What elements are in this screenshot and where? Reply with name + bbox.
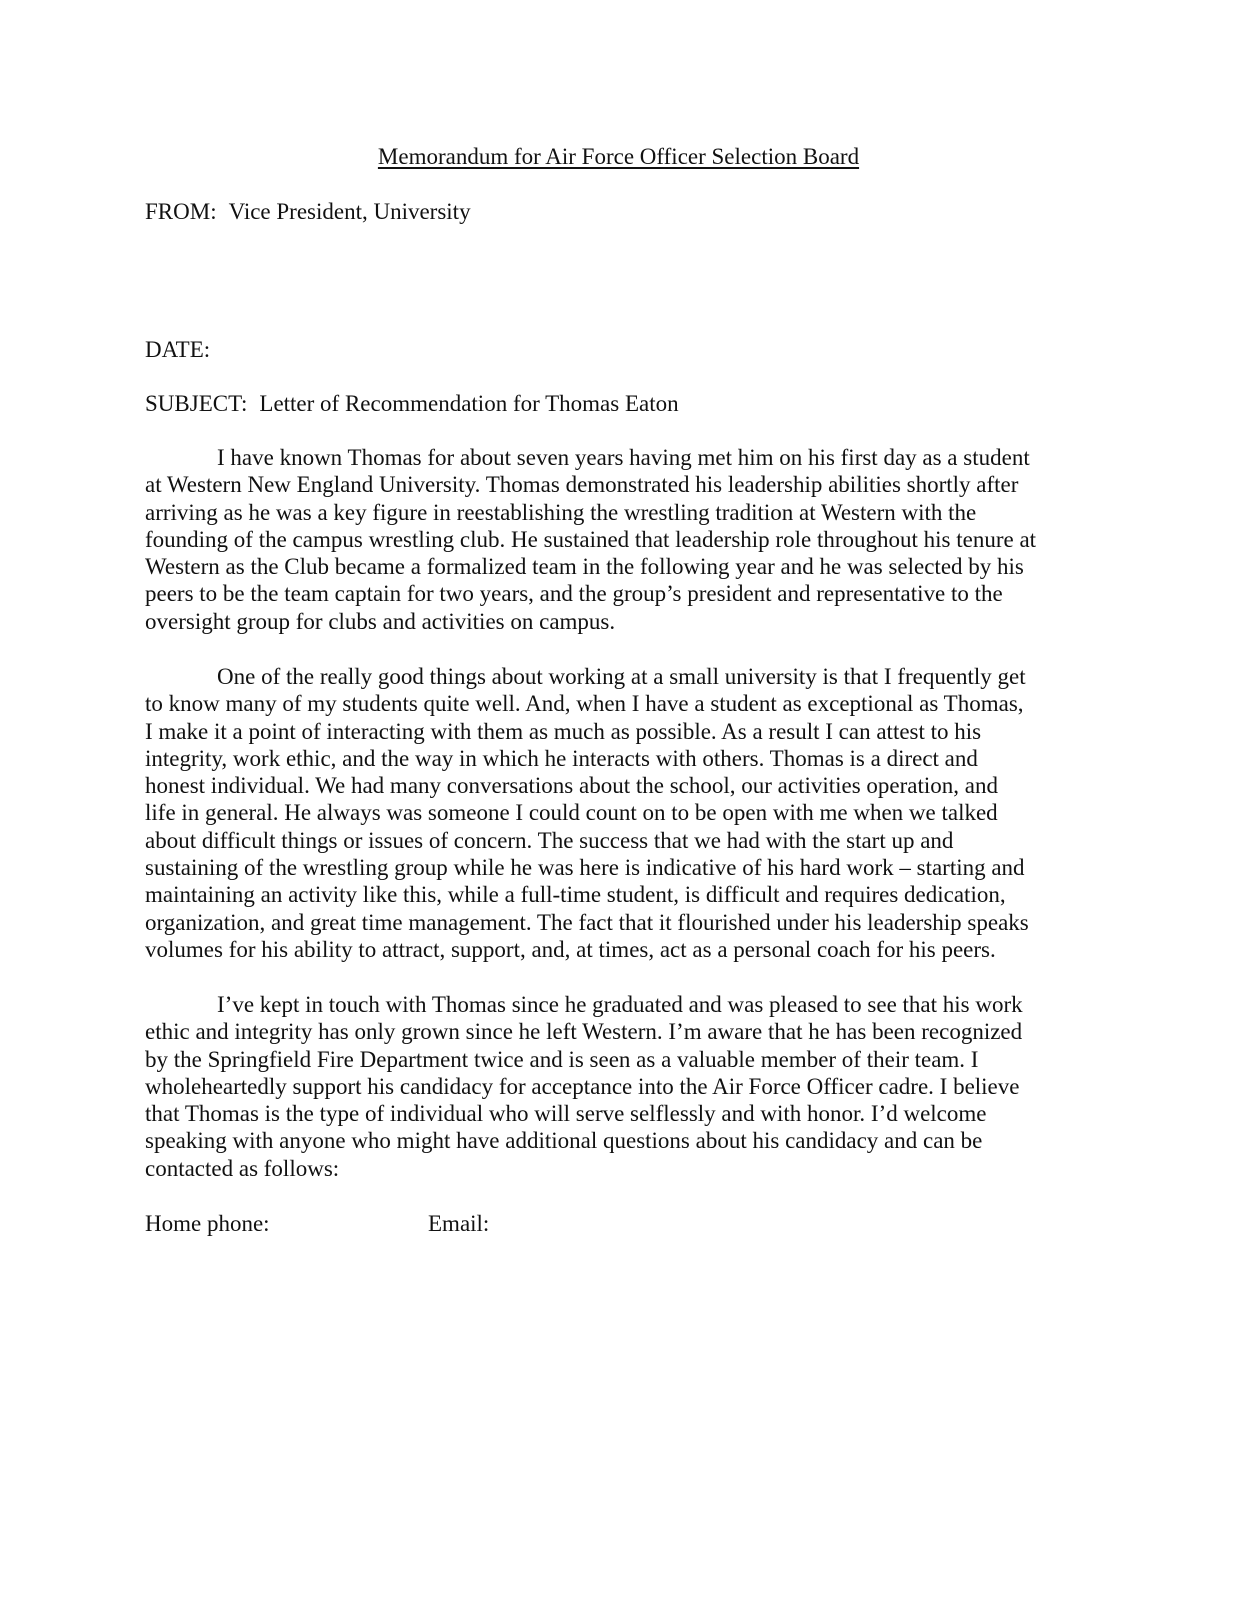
paragraph-1 — [145, 444, 1075, 635]
paragraph-line: organization, and great time management. The fact that it flourished under his leadership speaks — [145, 909, 1029, 935]
date-line — [145, 336, 210, 363]
paragraph-line: oversight group for clubs and activities on campus. — [145, 608, 616, 634]
paragraph-line: maintaining an activity like this, while a full-time student, is difficult and requires dedication, — [145, 882, 1006, 908]
home-phone-label: Home phone: — [145, 1211, 270, 1236]
paragraph-2 — [145, 663, 1075, 963]
from-value: Vice President, University — [228, 199, 471, 224]
paragraph-line: by the Springfield Fire Department twice and is seen as a valuable member of their team. I — [145, 1046, 979, 1072]
paragraph-line: life in general. He always was someone I could count on to be open with me when we talked — [145, 800, 998, 826]
from-line — [145, 198, 471, 225]
subject-line — [145, 390, 679, 417]
paragraph-line: that Thomas is the type of individual who will serve selflessly and with honor. I’d welcome — [145, 1101, 987, 1127]
paragraph-line: integrity, work ethic, and the way in which he interacts with others. Thomas is a direct and — [145, 745, 978, 771]
paragraph-line: I’ve kept in touch with Thomas since he graduated and was pleased to see that his work — [217, 992, 1023, 1017]
memo-title-text: Memorandum for Air Force Officer Selection Board — [377, 144, 860, 169]
paragraph-line: sustaining of the wrestling group while he was here is indicative of his hard work – starting and — [145, 855, 1025, 881]
paragraph-3 — [145, 991, 1075, 1182]
paragraph-line: I have known Thomas for about seven years having met him on his first day as a student — [217, 445, 1030, 470]
paragraph-line: ethic and integrity has only grown since he left Western. I’m aware that he has been recognized — [145, 1019, 1023, 1045]
paragraph-line: contacted as follows: — [145, 1155, 340, 1181]
subject-value: Letter of Recommendation for Thomas Eaton — [259, 391, 679, 416]
paragraph-line: peers to be the team captain for two years, and the group’s president and representative to the — [145, 581, 1003, 607]
paragraph-line: speaking with anyone who might have additional questions about his candidacy and can be — [145, 1128, 983, 1154]
paragraph-line: Western as the Club became a formalized team in the following year and he was selected by his — [145, 554, 1024, 580]
paragraph-line: about difficult things or issues of concern. The success that we had with the start up and — [145, 827, 954, 853]
email-label: Email: — [428, 1211, 490, 1236]
subject-label: SUBJECT: — [145, 391, 248, 416]
paragraph-line: wholeheartedly support his candidacy for acceptance into the Air Force Officer cadre. I believe — [145, 1073, 1020, 1099]
memo-title — [0, 143, 1237, 170]
paragraph-line: honest individual. We had many conversations about the school, our activities operation, and — [145, 773, 998, 799]
paragraph-line: to know many of my students quite well. And, when I have a student as exceptional as Thomas, — [145, 691, 1024, 717]
paragraph-line: volumes for his ability to attract, support, and, at times, act as a personal coach for his peers. — [145, 936, 996, 962]
paragraph-line: One of the really good things about working at a small university is that I frequently get — [217, 664, 1026, 689]
paragraph-line: arriving as he was a key figure in reestablishing the wrestling tradition at Western with the — [145, 499, 977, 525]
date-label: DATE: — [145, 337, 211, 362]
paragraph-line: founding of the campus wrestling club. He sustained that leadership role throughout his tenure at — [145, 526, 1037, 552]
from-label: FROM: — [145, 199, 217, 224]
paragraph-line: at Western New England University. Thomas demonstrated his leadership abilities shortly after — [145, 472, 1019, 498]
paragraph-line: I make it a point of interacting with them as much as possible. As a result I can attest to his — [145, 718, 982, 744]
